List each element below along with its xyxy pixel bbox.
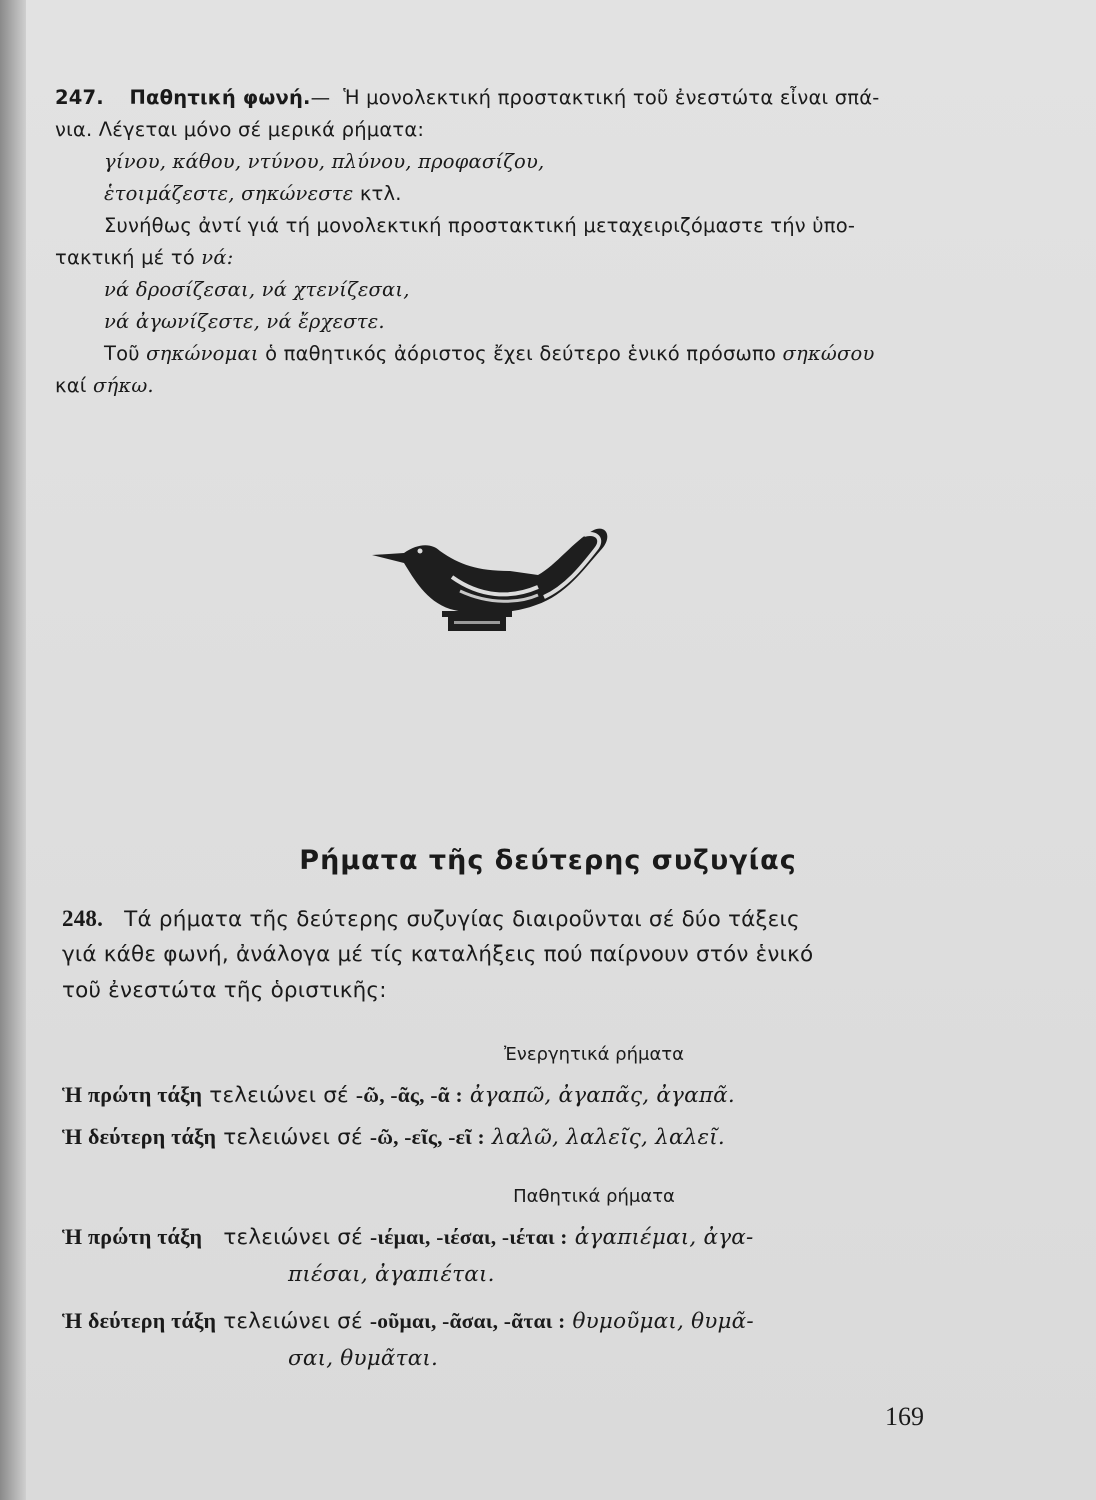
section-247-para-2a: Συνήθως ἀντί γιά τή μονολεκτική προστακτική μεταχειριζόμαστε τήν ὑπο- (104, 214, 856, 237)
para-3-italic-2: σηκώσου (782, 342, 875, 365)
section-247-number: 247. (55, 86, 104, 109)
section-247-line-2: νια. Λέγεται μόνο σέ μερικά ρήματα: (55, 118, 425, 141)
active-row-1-verb: τελειώνει σέ (209, 1083, 349, 1108)
page-number: 169 (885, 1402, 924, 1431)
passive-verbs-label: Παθητικά ρήματα (513, 1186, 675, 1207)
page-binding-edge (0, 0, 26, 1500)
active-row-1 (62, 1082, 735, 1108)
active-row-1-endings: -ῶ, -ᾶς, -ᾶ : (355, 1083, 463, 1107)
active-row-2-example: λαλῶ, λαλεῖς, λαλεῖ. (491, 1125, 725, 1150)
section-247-title: Παθητική φωνή. (129, 86, 311, 109)
para-3-mid: ὁ παθητικός ἀόριστος ἔχει δεύτερο ἑνικό πρόσωπο (265, 342, 777, 365)
passive-row-1-example: ἀγαπιέμαι, ἀγα- (574, 1225, 754, 1250)
active-row-1-example: ἀγαπῶ, ἀγαπᾶς, ἀγαπᾶ. (469, 1083, 735, 1108)
passive-row-1-verb: τελειώνει σέ (223, 1225, 363, 1250)
example-line-1: γίνου, κάθου, ντύνου, πλύνου, προφασίζου, (104, 150, 545, 173)
section-247-dash: — (310, 86, 331, 109)
example-line-3: νά δροσίζεσαι, νά χτενίζεσαι, (104, 278, 410, 301)
passive-row-1 (62, 1224, 753, 1250)
section-248-line-1 (62, 906, 800, 932)
example-line-2-tail: κτλ. (353, 182, 402, 205)
para-2b-italic: νά: (201, 246, 234, 269)
para-2b-text: τακτική μέ τό (55, 246, 195, 269)
section-247-line-1 (55, 86, 880, 109)
example-line-2 (104, 182, 402, 205)
passive-row-2 (62, 1308, 754, 1334)
passive-row-1-class: Ἡ πρώτη τάξη (62, 1224, 203, 1249)
example-line-2-words: ἑτοιμάζεστε, σηκώνεστε (104, 182, 354, 205)
active-row-2-verb: τελειώνει σέ (223, 1125, 363, 1150)
active-verbs-label: Ἐνεργητικά ρήματα (503, 1044, 685, 1065)
section-248-line-2: γιά κάθε φωνή, ἀνάλογα μέ τίς καταλήξεις πού παίρνουν στόν ἑνικό (62, 942, 814, 967)
section-247-para-2b (55, 246, 234, 269)
section-248-number: 248. (62, 906, 104, 931)
passive-row-2-continuation: σαι, θυμᾶται. (288, 1346, 439, 1371)
para-4-italic: σήκω. (92, 374, 154, 397)
active-row-2-class: Ἡ δεύτερη τάξη (62, 1124, 217, 1149)
example-line-4: νά ἀγωνίζεστε, νά ἔρχεστε. (104, 310, 385, 333)
active-row-2 (62, 1124, 725, 1150)
passive-row-1-continuation: πιέσαι, ἀγαπιέται. (288, 1262, 495, 1287)
chapter-heading: Ρήματα τῆς δεύτερης συζυγίας (299, 845, 797, 876)
active-row-2-endings: -ῶ, -εῖς, -εῖ : (369, 1125, 485, 1149)
para-3-italic-1: σηκώνομαι (146, 342, 259, 365)
section-247-intro: Ἡ μονολεκτική προστακτική τοῦ ἐνεστώτα εἶναι σπά- (343, 86, 880, 109)
section-248-line-3: τοῦ ἐνεστώτα τῆς ὁριστικῆς: (62, 978, 387, 1003)
section-247-para-4 (55, 374, 154, 397)
passive-row-2-verb: τελειώνει σέ (223, 1309, 363, 1334)
passive-row-2-class: Ἡ δεύτερη τάξη (62, 1308, 217, 1333)
section-247-para-3 (104, 342, 875, 365)
active-row-1-class: Ἡ πρώτη τάξη (62, 1082, 203, 1107)
oil-lamp-icon (370, 525, 610, 635)
section-248-text-1: Τά ρήματα τῆς δεύτερης συζυγίας διαιροῦνται σέ δύο τάξεις (124, 907, 800, 932)
para-3-pre: Τοῦ (104, 342, 140, 365)
para-4-pre: καί (55, 374, 87, 397)
passive-row-1-endings: -ιέμαι, -ιέσαι, -ιέται : (369, 1225, 568, 1249)
passive-row-2-endings: -οῦμαι, -ᾶσαι, -ᾶται : (369, 1309, 566, 1333)
passive-row-2-example: θυμοῦμαι, θυμᾶ- (572, 1309, 754, 1334)
